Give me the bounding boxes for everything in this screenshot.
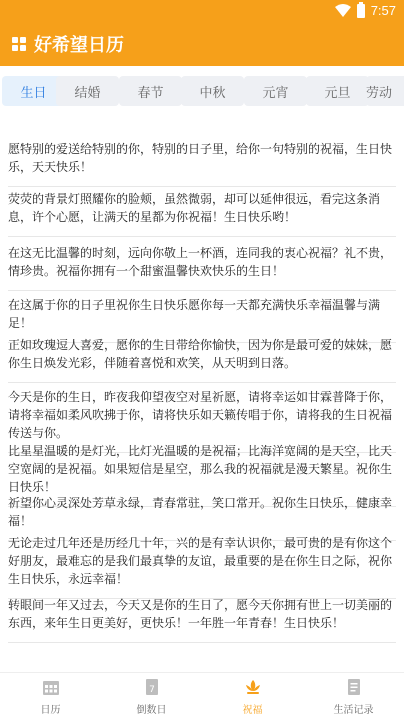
blessing-item[interactable]: 荧荧的背景灯照耀你的脸颊，虽然微弱，却可以延伸很远，看完这条消息，许个心愿，让满天的星都为你祝福！生日快乐哟！ [8,190,396,237]
blessing-item[interactable]: 无论走过几年还是历经几十年，兴的是有幸认识你，最可贵的是有你这个好朋友，最难忘的是我们最真挚的友谊，最重要的是在你生日之际，祝你生日快乐，永远幸福！ [8,534,396,599]
nav-countdown[interactable] [101,673,202,720]
status-time: 7:57 [370,3,396,18]
tab-birthday[interactable]: 生日 [2,76,65,106]
notebook-icon [344,677,364,697]
blessing-item[interactable]: 祈望你心灵深处芳草永绿，青春常驻，笑口常开。祝你生日快乐，健康幸福！ [8,494,396,541]
app-title: 好希望日历 [34,35,124,56]
tab-wedding[interactable]: 结婚 [56,76,119,106]
nav-blessings[interactable] [202,673,303,720]
nav-life-log[interactable] [303,673,404,720]
wifi-icon [335,4,351,18]
status-bar [0,0,404,22]
nav-calendar[interactable] [0,673,101,720]
nav-label: 倒数日 [136,705,167,716]
nav-label: 生活记录 [333,705,374,716]
tab-labor-day[interactable]: 劳动 [366,76,404,106]
tab-lantern-festival[interactable]: 元宵 [244,76,307,106]
category-tabs [0,76,404,110]
tab-new-year[interactable]: 元旦 [306,76,369,106]
tab-mid-autumn[interactable]: 中秋 [181,76,244,106]
calendar-grid-icon [41,677,61,697]
countdown-calendar-icon [142,677,162,697]
blessing-item[interactable]: 正如玫瑰逗人喜爱，愿你的生日带给你愉快，因为你是最可爱的妹妹，愿你生日焕发光彩，伴随着喜悦和欢笑，从天明到日落。 [8,336,396,383]
nav-label: 日历 [40,705,61,716]
tab-spring-festival[interactable]: 春节 [119,76,182,106]
blessing-item[interactable]: 愿特别的爱送给特别的你，特别的日子里，给你一句特别的祝福，生日快乐，天天快乐！ [8,140,396,187]
lotus-icon [243,677,263,697]
blessing-item[interactable]: 比星星温暖的是灯光，比灯光温暖的是祝福；比海洋宽阔的是天空，比天空宽阔的是祝福。如果短信是星空，那么我的祝福就是漫天繁星。祝你生日快乐！ [8,442,396,507]
svg-text:7: 7 [148,685,155,695]
app-bar [0,22,404,66]
battery-icon [357,4,365,18]
blessing-item[interactable]: 今天是你的生日，昨夜我仰望夜空对星祈愿，请将幸运如甘霖普降于你，请将幸福如柔风吹拂于你，请将快乐如天籁传唱于你，请将我的生日祝福传送与你。 [8,388,396,453]
app-grid-icon [12,37,26,51]
bottom-nav [0,672,404,720]
status-icons [335,3,396,18]
blessing-item[interactable]: 在这无比温馨的时刻，远向你敬上一杯酒，连同我的衷心祝福？礼不贵，情珍贵。祝福你拥有一个甜蜜温馨快欢快乐的生日！ [8,244,396,291]
blessing-item[interactable]: 转眼间一年又过去，今天又是你的生日了，愿今天你拥有世上一切美丽的东西，来年生日更美好，更快乐！一年胜一年青春！生日快乐！ [8,596,396,643]
nav-label: 祝福 [242,705,263,716]
blessing-item[interactable]: 在这属于你的日子里祝你生日快乐愿你每一天都充满快乐幸福温馨与满足！ [8,296,396,343]
